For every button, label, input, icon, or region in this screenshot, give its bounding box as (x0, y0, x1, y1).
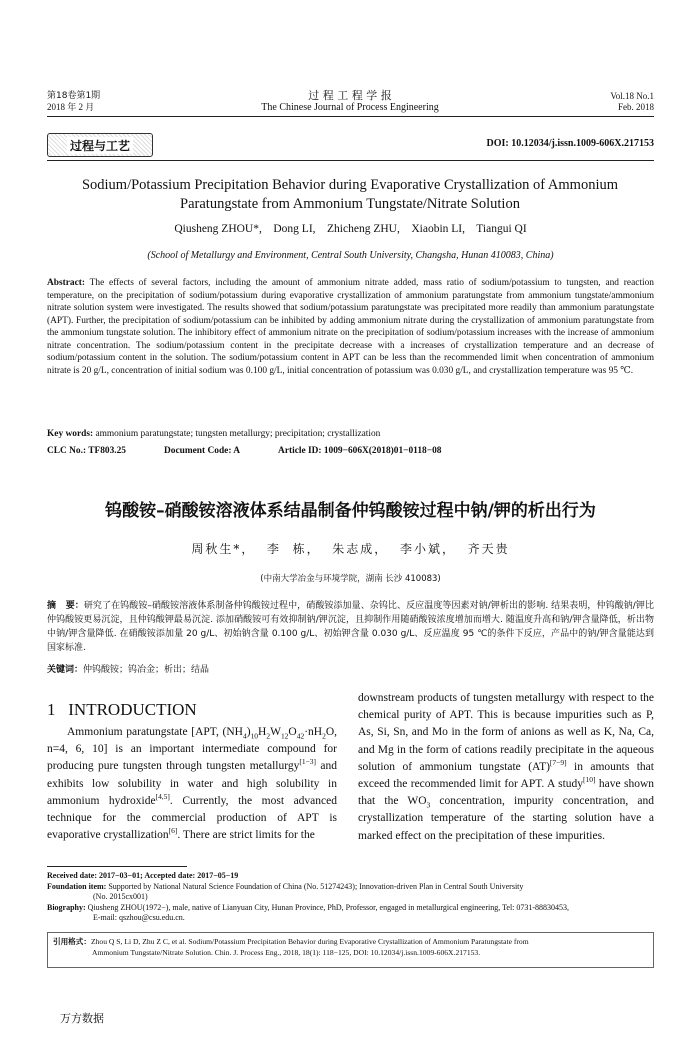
citation-ref[interactable]: [4,5] (155, 791, 170, 801)
footnote-rule (47, 866, 187, 867)
citation-ref[interactable]: [1−3] (299, 757, 316, 767)
authors-en: Qiusheng ZHOU*, Dong LI, Zhicheng ZHU, Xiaobin LI, Tiangui QI (174, 223, 527, 235)
paper-title-en: Sodium/Potassium Precipitation Behavior during Evaporative Crystallization of Ammonium Paratungstate from Ammonium Tungstate/Nitrate Solution (81, 177, 619, 212)
citation-ref[interactable]: [10] (583, 775, 596, 785)
affiliation-cn: (中南大学冶金与环境学院，湖南 长沙 410083) (260, 574, 441, 584)
abstract-en (47, 277, 654, 377)
footnotes (47, 871, 654, 924)
section-badge (47, 133, 153, 157)
date-en: Feb. 2018 (618, 102, 654, 112)
paper-title-cn: 钨酸铵–硝酸铵溶液体系结晶制备仲钨酸铵过程中钠/钾的析出行为 (105, 501, 596, 521)
biography: Biography: Qiusheng ZHOU(1972−), male, native of Lianyuan City, Hunan Province, PhD, Professor, engaged in metallurgical engineering, Tel: 0731-88830453, E-mail: qszhou@csu.edu.cn. (47, 902, 570, 922)
keywords-label: Key words: (47, 429, 94, 439)
citation-ref[interactable]: [7−9] (549, 757, 567, 767)
doi[interactable]: DOI: 10.12034/j.issn.1009-606X.217153 (486, 138, 654, 149)
article-id: Article ID: 1009−606X(2018)01−0118−08 (278, 446, 442, 456)
classification-line (47, 446, 654, 456)
foundation-item: Foundation item: Supported by National Natural Science Foundation of China (No. 51274243); Innovation-driven Plan in Central South University (No. 2015cx001) (47, 881, 524, 901)
doi-rule (47, 160, 654, 161)
section-heading: 1 INTRODUCTION (47, 700, 197, 719)
document-code: Document Code: A (164, 446, 241, 456)
journal-title-cn: 过 程 工 程 学 报 (308, 89, 392, 102)
keywords-cn-label: 关键词： (47, 665, 84, 675)
clc-number: CLC No.: TF803.25 (47, 446, 126, 456)
volume-issue-en: Vol.18 No.1 (610, 91, 654, 101)
affiliation-en: (School of Metallurgy and Environment, Central South University, Changsha, Hunan 410083, China) (147, 250, 554, 261)
abstract-text: The effects of several factors, including the amount of ammonium nitrate added, mass ratio of sodium/potassium to tungsten, and reaction temperature, on the precipitation of sodium/potassium during evaporative crystallization of ammonium paratungstate from ammonium tungstate/ammonium nitrate solution system were investigated. The results showed that sodium/potassium paratungstate was precipitated more readily than ammonium paratungstate (APT). Further, the precipitation of sodium/potassium can be inhibited by adding ammonium nitrate during the crystallization of ammonium paratungstate from the ammonium tungstate solution. The inhibitory effect of ammonium nitrate on the precipitation of sodium/potassium increases with the increase of ammonium nitrate concentration. The sodium/potassium content in the precipitate decrease with a increases of crystallization temperature and an decrease of sodium/potassium content in the solution. The sodium/potassium content in APT can be less than the recommended limit when concentration of ammonium nitrate is 20 g/L, concentration of initial sodium was 0.100 g/L, initial concentration of potassium was 0.030 g/L, and crystallization temperature was 95 ℃. (47, 278, 654, 376)
body-column-right: downstream products of tungsten metallurgy with respect to the chemical purity of APT. This is because impurities such as P, As, Si, Sn, and Mo in the form of anions as well as K, Na, Ca, and Mg in the form of cations readily precipitate in the aqueous solution of ammonium tungstate (AT)[7−9] in amounts that exceed the recommended limit for APT. A study[10] have shown that the $WO_3$ concentration, impurity concentration, and crystallization temperature of the starting solution have a marked effect on the precipitation of these impurities. (358, 692, 654, 842)
citation-format: 引用格式：Zhou Q S, Li D, Zhu Z C, et al. Sodium/Potassium Precipitation Behavior during Evaporative Crystallization of Ammonium Paratungstate from Ammonium Tungstate/Nitrate Solution. Chin. J. Process Eng., 2018, 18(1): 118−125, DOI: 10.12034/j.issn.1009-606X.217153. (53, 937, 529, 957)
abstract-cn-text: 研究了在钨酸铵–硝酸铵溶液体系制备仲钨酸铵过程中，硝酸铵添加量、杂钨比、反应温度等因素对钠/钾析出的影响. 结果表明，仲钨酸钠/钾比仲钨酸铵更易沉淀，且仲钨酸钾最易沉淀. 添加硝酸铵可有效抑制钠/钾沉淀，且抑制作用随硝酸铵浓度增加而增大. 随温度升高和钠/钾含量降低，析出物中钠/钾含量降低. 在硝酸铵添加量 20 g/L、初始钠含量 0.100 g/L、初始钾含量 0.030 g/L、反应温度 95 ℃的条件下反应，产品中的钠/钾含量能达到国家标准. (47, 601, 654, 653)
citation-label: 引用格式： (53, 937, 91, 946)
citation-ref[interactable]: [6] (168, 826, 178, 836)
watermark: 万方数据 (60, 1012, 104, 1025)
authors-cn: 周秋生*， 李 栋， 朱志成， 李小斌， 齐天贵 (191, 542, 510, 556)
abstract-cn-label: 摘 要： (47, 601, 84, 611)
keywords-text: ammonium paratungstate; tungsten metallurgy; precipitation; crystallization (95, 429, 381, 439)
journal-issue (454, 91, 654, 113)
keywords-cn-text: 仲钨酸铵；钨冶金；析出；结晶 (83, 665, 210, 675)
date-cn: 2018 年 2 月 (47, 102, 95, 112)
body-column-left: Ammonium paratungstate [APT, $(NH_4)_{10}H_2W_{12}O_{42}\cdot nH_2O$, n=4, 6, 10] is an important intermediate compound for producing pure tungsten through tungsten metallurgy[1−3] and exhibits low solubility in water and high solubility in ammonium hydroxide[4,5]. Currently, the most advanced technique for the commercial production of APT is evaporative crystallization[6]. There are strict limits for the (47, 726, 337, 842)
keywords-en (47, 429, 654, 439)
received-date: Received date: 2017−03−01; Accepted date: 2017−05−19 (47, 871, 239, 880)
journal-volume (47, 91, 100, 113)
journal-title-en: The Chinese Journal of Process Engineering (261, 102, 439, 113)
header-rule (47, 116, 654, 117)
abstract-label: Abstract: (47, 278, 86, 288)
keywords-cn (47, 662, 654, 675)
volume-issue-cn: 第18卷第1期 (47, 91, 101, 101)
section-badge-label: 过程与工艺 (67, 137, 133, 154)
abstract-cn (47, 599, 654, 655)
